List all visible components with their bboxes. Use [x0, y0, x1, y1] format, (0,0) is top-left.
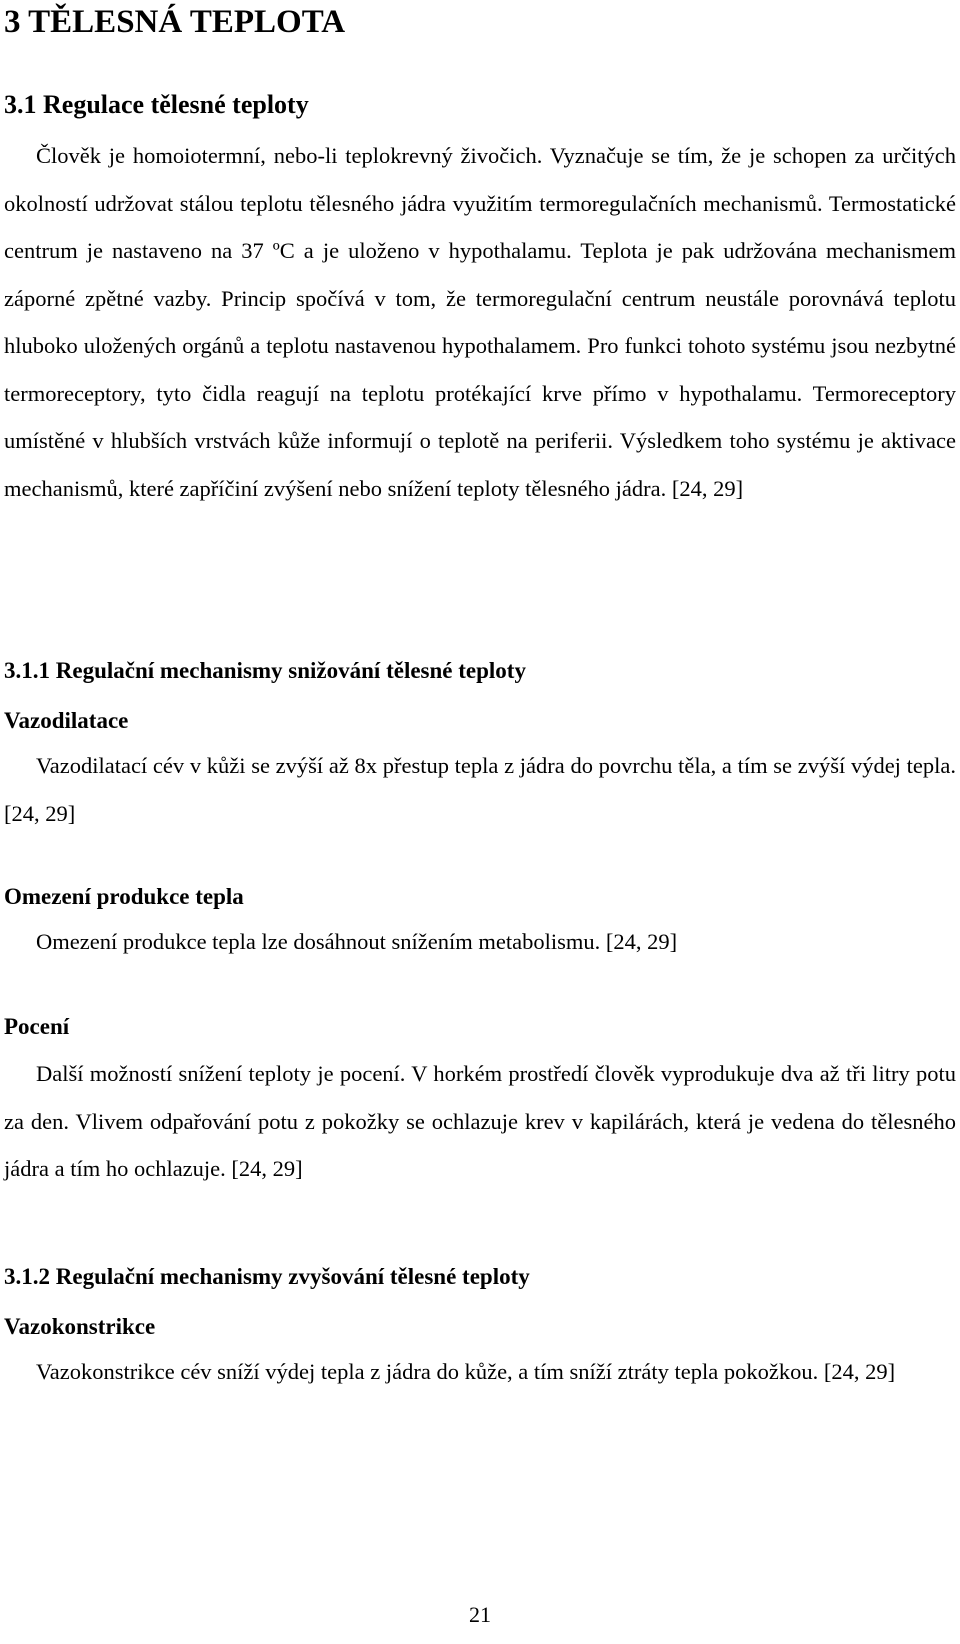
- chapter-title: 3 TĚLESNÁ TEPLOTA: [4, 4, 346, 40]
- section-title-3-1-2: 3.1.2 Regulační mechanismy zvyšování tělesné teploty: [4, 1264, 530, 1289]
- section-title-3-1: 3.1 Regulace tělesné teploty: [4, 90, 309, 119]
- paragraph-vazokonstrikce: Vazokonstrikce cév sníží výdej tepla z jádra do kůže, a tím sníží ztráty tepla pokožkou. [24, 29]: [36, 1359, 896, 1384]
- paragraph-omezeni-produkce-tepla: Omezení produkce tepla lze dosáhnout snížením metabolismu. [24, 29]: [36, 929, 678, 954]
- heading-vazokonstrikce: Vazokonstrikce: [4, 1314, 156, 1339]
- heading-omezeni-produkce-tepla: Omezení produkce tepla: [4, 884, 244, 909]
- section-3-1-paragraph: Člověk je homoiotermní, nebo-li teplokrevný živočich. Vyznačuje se tím, že je schopen za určitých okolností udržovat stálou teplotu tělesného jádra využitím termoregulačních mechanismů. Termostatické centrum je nastaveno na 37 ºC a je uloženo v hypothalamu. Teplota je pak udržována mechanismem záporné zpětné vazby. Princip spočívá v tom, že termoregulační centrum neustále porovnává teplotu hluboko uložených orgánů a teplotu nastavenou hypothalamem. Pro funkci tohoto systému jsou nezbytné termoreceptory, tyto čidla reagují na teplotu protékající krve přímo v hypothalamu. Termoreceptory umístěné v hlubších vrstvách kůže informují o teplotě na periferii. Výsledkem toho systému je aktivace mechanismů, které zapříčiní zvýšení nebo snížení teploty tělesného jádra. [24, 29]: [4, 143, 956, 501]
- section-title-3-1-1: 3.1.1 Regulační mechanismy snižování tělesné teploty: [4, 658, 526, 683]
- page-number: 21: [469, 1602, 491, 1627]
- heading-poceni: Pocení: [4, 1014, 70, 1039]
- paragraph-poceni: Další možností snížení teploty je pocení. V horkém prostředí člověk vyprodukuje dva až tři litry potu za den. Vlivem odpařování potu z pokožky se ochlazuje krev v kapilárách, která je vedena do tělesného jádra a tím ho ochlazuje. [24, 29]: [4, 1061, 956, 1181]
- paragraph-vazodilatace: Vazodilatací cév v kůži se zvýší až 8x přestup tepla z jádra do povrchu těla, a tím se zvýší výdej tepla. [24, 29]: [4, 753, 956, 826]
- heading-vazodilatace: Vazodilatace: [4, 708, 129, 733]
